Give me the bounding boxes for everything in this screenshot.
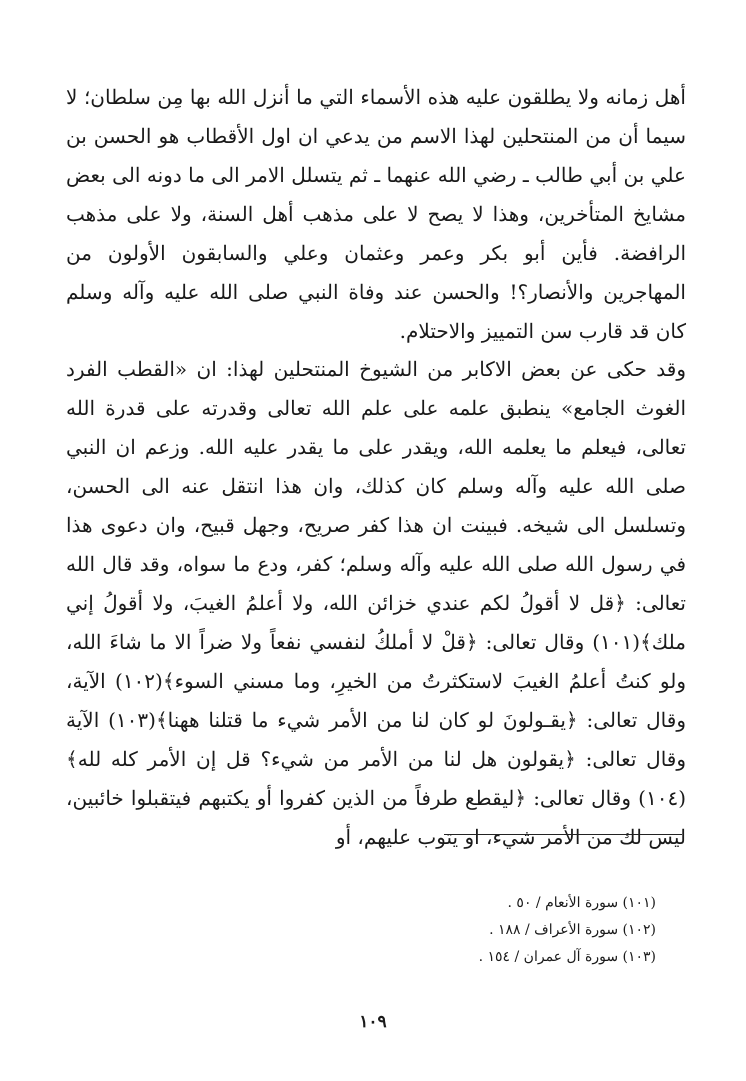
footnote-103: (١٠٣) سورة آل عمران / ١٥٤ . (478, 949, 656, 965)
body-paragraph-2: وقد حكى عن بعض الاكابر من الشيوخ المنتحلين لهذا: ان «القطب الفرد الغوث الجامع» ينطبق علمه على علم الله تعالى وقدرته على قدرة الله تعالى، فيعلم ما يعلمه الله، ويقدر على ما يقدر عليه الله. وزعم ان النبي صلى الله عليه وآله وسلم كان كذلك، وان هذا انتقل عنه الى الحسن، وتسلسل الى شيخه. فبينت ان هذا كفر صريح، وجهل قبيح، وان دعوى هذا في رسول الله صلى الله عليه وآله وسلم؛ كفر، ودع ما سواه، وقد قال الله تعالى: ﴿قل لا أقولُ لكم عندي خزائن الله، ولا أعلمُ الغيبَ، ولا أقولُ إني ملك﴾(١٠١) وقال تعالى: ﴿قلْ لا أملكُ لنفسي نفعاً ولا ضراً الا ما شاءَ الله، ولو كنتُ أعلمُ الغيبَ لاستكثرتُ من الخيرِ، وما مسني السوء﴾(١٠٢) الآية، وقال تعالى: ﴿يقـولونَ لو كان لنا من الأمر شيء ما قتلنا ههنا﴾(١٠٣) الآية وقال تعالى: ﴿يقولون هل لنا من الأمر من شيء؟ قل إن الأمر كله لله﴾(١٠٤) وقال تعالى: ﴿ليقطع طرفاً من الذين كفروا أو يكتبهم فيتقبلوا خائبين، ليس لك من الأمر شيء، او يتوب عليهم، أو (66, 357, 687, 849)
footnote-102: (١٠٢) سورة الأعراف / ١٨٨ . (489, 922, 656, 938)
footnote-separator (444, 834, 682, 835)
footnotes-list (256, 890, 656, 971)
page-number: ١٠٩ (359, 1012, 387, 1032)
body-paragraph-1: أهل زمانه ولا يطلقون عليه هذه الأسماء التي ما أنزل الله بها مِن سلطان؛ لا سيما أن من المنتحلين لهذا الاسم من يدعي ان اول الأقطاب هو الحسن بن علي بن أبي طالب ـ رضي الله عنهما ـ ثم يتسلل الامر الى ما دونه الى بعض مشايخ المتأخرين، وهذا لا يصح لا على مذهب أهل السنة، ولا على مذهب الرافضة. فأين أبو بكر وعمر وعثمان وعلي والسابقون الأولون من المهاجرين والأنصار؟! والحسن عند وفاة النبي صلى الله عليه وآله وسلم كان قد قارب سن التمييز والاحتلام. (66, 85, 686, 343)
footnote-101: (١٠١) سورة الأنعام / ٥٠ . (507, 895, 656, 911)
